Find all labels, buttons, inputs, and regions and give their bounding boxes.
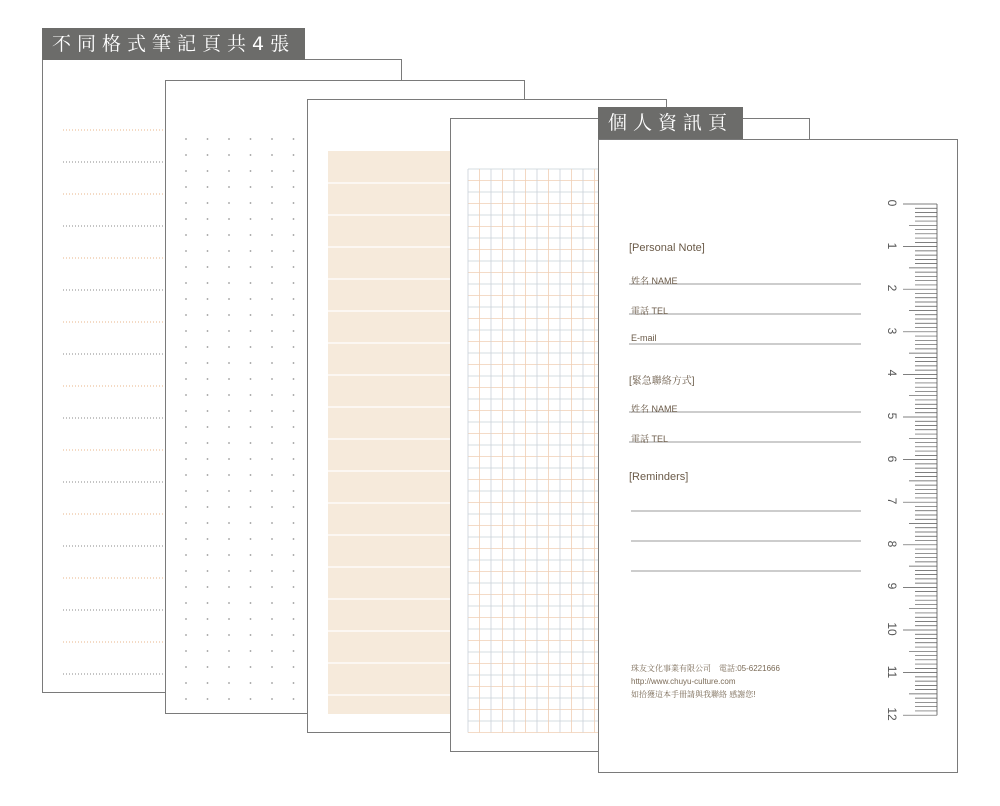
grid-dot — [228, 650, 230, 652]
grid-dot — [250, 218, 252, 220]
grid-dot — [271, 506, 273, 508]
grid-dot — [185, 314, 187, 316]
grid-dot — [250, 410, 252, 412]
company-line: 珠友文化事業有限公司 電話:05-6221666 — [631, 664, 780, 673]
grid-dot — [293, 458, 295, 460]
emergency-name-label: 姓名 NAME — [631, 404, 678, 414]
grid-dot — [271, 682, 273, 684]
ruler-number: 9 — [885, 583, 899, 590]
grid-dot — [207, 234, 209, 236]
grid-dot — [271, 314, 273, 316]
grid-dot — [250, 186, 252, 188]
grid-dot — [293, 474, 295, 476]
grid-dot — [207, 522, 209, 524]
grid-dot — [293, 490, 295, 492]
grid-dot — [250, 154, 252, 156]
grid-dot — [185, 378, 187, 380]
grid-dot — [207, 202, 209, 204]
grid-dot — [228, 186, 230, 188]
grid-dot — [228, 602, 230, 604]
grid-dot — [207, 298, 209, 300]
grid-dot — [228, 554, 230, 556]
grid-dot — [228, 170, 230, 172]
grid-dot — [185, 346, 187, 348]
grid-dot — [185, 570, 187, 572]
grid-dot — [207, 250, 209, 252]
grid-dot — [293, 202, 295, 204]
grid-dot — [250, 298, 252, 300]
grid-dot — [207, 442, 209, 444]
grid-dot — [185, 138, 187, 140]
grid-dot — [228, 458, 230, 460]
company-info — [631, 662, 780, 701]
ruler-number: 0 — [885, 199, 899, 207]
grid-dot — [185, 698, 187, 700]
grid-dot — [185, 474, 187, 476]
grid-dot — [271, 490, 273, 492]
grid-dot — [250, 522, 252, 524]
grid-dot — [185, 442, 187, 444]
ruler-number: 6 — [885, 455, 899, 462]
grid-dot — [250, 426, 252, 428]
grid-dot — [271, 234, 273, 236]
name-label: 姓名 NAME — [631, 276, 678, 286]
grid-dot — [228, 282, 230, 284]
grid-dot — [185, 282, 187, 284]
grid-dot — [207, 282, 209, 284]
grid-dot — [228, 506, 230, 508]
grid-dot — [228, 618, 230, 620]
grid-dot — [228, 362, 230, 364]
return-note-line: 如拾獲這本手冊請與我聯絡 感謝您! — [631, 690, 756, 699]
grid-dot — [207, 570, 209, 572]
grid-dot — [293, 442, 295, 444]
grid-dot — [228, 634, 230, 636]
grid-dot — [271, 442, 273, 444]
grid-dot — [293, 538, 295, 540]
grid-dot — [207, 362, 209, 364]
grid-dot — [250, 570, 252, 572]
grid-dot — [207, 346, 209, 348]
grid-dot — [250, 602, 252, 604]
grid-dot — [228, 298, 230, 300]
grid-dot — [271, 378, 273, 380]
grid-dot — [271, 458, 273, 460]
grid-dot — [185, 250, 187, 252]
grid-dot — [207, 682, 209, 684]
grid-dot — [228, 570, 230, 572]
grid-dot — [293, 250, 295, 252]
grid-dot — [207, 154, 209, 156]
grid-dot — [293, 266, 295, 268]
grid-dot — [271, 394, 273, 396]
grid-dot — [250, 202, 252, 204]
grid-dot — [207, 218, 209, 220]
grid-dot — [271, 570, 273, 572]
grid-dot — [271, 218, 273, 220]
grid-dot — [293, 586, 295, 588]
ruler-number: 12 — [885, 707, 899, 721]
grid-dot — [207, 506, 209, 508]
grid-dot — [250, 282, 252, 284]
grid-dot — [271, 666, 273, 668]
grid-dot — [185, 602, 187, 604]
grid-dot — [250, 234, 252, 236]
grid-dot — [271, 250, 273, 252]
grid-dot — [250, 378, 252, 380]
grid-dot — [185, 650, 187, 652]
grid-dot — [293, 618, 295, 620]
grid-dot — [293, 218, 295, 220]
ruler-number: 1 — [885, 242, 899, 249]
grid-dot — [293, 378, 295, 380]
grid-dot — [185, 682, 187, 684]
grid-dot — [271, 298, 273, 300]
grid-dot — [271, 634, 273, 636]
grid-dot — [271, 202, 273, 204]
grid-dot — [250, 346, 252, 348]
personal-note-heading: [Personal Note] — [629, 242, 705, 254]
grid-dot — [207, 538, 209, 540]
grid-dot — [185, 154, 187, 156]
grid-dot — [293, 522, 295, 524]
grid-dot — [293, 554, 295, 556]
grid-dot — [250, 698, 252, 700]
grid-dot — [185, 186, 187, 188]
grid-dot — [271, 522, 273, 524]
grid-dot — [185, 538, 187, 540]
grid-dot — [271, 266, 273, 268]
grid-dot — [250, 506, 252, 508]
grid-dot — [185, 522, 187, 524]
grid-dot — [293, 298, 295, 300]
grid-dot — [207, 378, 209, 380]
grid-dot — [250, 170, 252, 172]
grid-dot — [228, 234, 230, 236]
grid-dot — [207, 458, 209, 460]
grid-dot — [207, 314, 209, 316]
grid-dot — [293, 234, 295, 236]
grid-dot — [250, 490, 252, 492]
grid-dot — [228, 522, 230, 524]
grid-dot — [271, 426, 273, 428]
grid-dot — [185, 618, 187, 620]
grid-dot — [250, 330, 252, 332]
grid-dot — [207, 426, 209, 428]
grid-dot — [271, 474, 273, 476]
grid-dot — [250, 554, 252, 556]
grid-dot — [293, 346, 295, 348]
grid-dot — [185, 266, 187, 268]
grid-dot — [293, 570, 295, 572]
grid-dot — [228, 698, 230, 700]
grid-dot — [250, 474, 252, 476]
ruler-number: 8 — [885, 540, 899, 548]
grid-dot — [185, 586, 187, 588]
grid-dot — [228, 250, 230, 252]
ruler-number: 11 — [885, 665, 899, 678]
grid-dot — [228, 154, 230, 156]
grid-dot — [185, 410, 187, 412]
grid-dot — [293, 410, 295, 412]
grid-dot — [228, 346, 230, 348]
grid-dot — [207, 634, 209, 636]
grid-dot — [271, 618, 273, 620]
grid-dot — [250, 314, 252, 316]
emergency-tel-label: 電話 TEL — [631, 434, 669, 444]
grid-dot — [228, 266, 230, 268]
grid-dot — [185, 218, 187, 220]
grid-dot — [207, 586, 209, 588]
grid-dot — [228, 666, 230, 668]
grid-dot — [207, 330, 209, 332]
grid-dot — [185, 634, 187, 636]
grid-dot — [228, 218, 230, 220]
grid-dot — [228, 426, 230, 428]
grid-dot — [207, 186, 209, 188]
right-title-tag: 個人資訊頁 — [598, 107, 743, 139]
grid-dot — [293, 330, 295, 332]
grid-dot — [271, 650, 273, 652]
grid-dot — [185, 426, 187, 428]
grid-dot — [250, 362, 252, 364]
grid-dot — [271, 346, 273, 348]
grid-dot — [207, 266, 209, 268]
personal-info-page — [598, 139, 958, 773]
grid-dot — [293, 170, 295, 172]
grid-dot — [250, 634, 252, 636]
ruler-number: 2 — [885, 284, 899, 292]
grid-dot — [293, 282, 295, 284]
grid-dot — [228, 442, 230, 444]
tel-label: 電話 TEL — [631, 306, 669, 316]
grid-dot — [185, 362, 187, 364]
grid-dot — [207, 650, 209, 652]
grid-dot — [271, 410, 273, 412]
grid-dot — [293, 650, 295, 652]
grid-dot — [228, 410, 230, 412]
grid-dot — [293, 682, 295, 684]
grid-dot — [185, 506, 187, 508]
grid-dot — [207, 666, 209, 668]
grid-dot — [271, 170, 273, 172]
emergency-contact-heading: [緊急聯絡方式] — [629, 376, 695, 387]
grid-dot — [228, 490, 230, 492]
grid-dot — [250, 586, 252, 588]
ruler-number: 3 — [885, 327, 899, 335]
grid-dot — [293, 506, 295, 508]
grid-dot — [293, 138, 295, 140]
grid-dot — [271, 330, 273, 332]
grid-dot — [293, 698, 295, 700]
grid-dot — [250, 666, 252, 668]
grid-dot — [185, 234, 187, 236]
grid-dot — [250, 250, 252, 252]
grid-dot — [207, 554, 209, 556]
grid-dot — [271, 362, 273, 364]
grid-dot — [228, 314, 230, 316]
grid-dot — [250, 266, 252, 268]
grid-dot — [293, 362, 295, 364]
grid-dot — [228, 394, 230, 396]
grid-dot — [293, 154, 295, 156]
grid-dot — [185, 330, 187, 332]
grid-dot — [271, 154, 273, 156]
grid-dot — [228, 330, 230, 332]
grid-dot — [185, 458, 187, 460]
grid-dot — [207, 490, 209, 492]
grid-dot — [250, 682, 252, 684]
grid-dot — [228, 474, 230, 476]
grid-dot — [185, 394, 187, 396]
grid-dot — [271, 186, 273, 188]
grid-dot — [271, 602, 273, 604]
grid-dot — [250, 138, 252, 140]
grid-dot — [271, 282, 273, 284]
grid-dot — [250, 618, 252, 620]
grid-dot — [228, 682, 230, 684]
grid-dot — [228, 378, 230, 380]
grid-dot — [271, 698, 273, 700]
grid-dot — [250, 650, 252, 652]
grid-dot — [271, 586, 273, 588]
grid-dot — [250, 458, 252, 460]
ruler-number: 4 — [885, 370, 899, 377]
grid-dot — [228, 138, 230, 140]
grid-dot — [293, 394, 295, 396]
grid-dot — [228, 538, 230, 540]
grid-dot — [293, 314, 295, 316]
grid-dot — [293, 602, 295, 604]
grid-dot — [271, 554, 273, 556]
email-label: E-mail — [631, 333, 657, 343]
grid-dot — [185, 490, 187, 492]
grid-dot — [271, 138, 273, 140]
grid-dot — [207, 618, 209, 620]
ruler-number: 5 — [885, 412, 899, 420]
grid-dot — [207, 698, 209, 700]
grid-dot — [185, 666, 187, 668]
grid-dot — [207, 410, 209, 412]
grid-dot — [293, 634, 295, 636]
grid-dot — [271, 538, 273, 540]
grid-dot — [185, 202, 187, 204]
grid-dot — [207, 170, 209, 172]
grid-dot — [293, 426, 295, 428]
grid-dot — [250, 394, 252, 396]
left-title-tag: 不同格式筆記頁共4張 — [42, 28, 305, 60]
website-line: http://www.chuyu-culture.com — [631, 677, 736, 686]
grid-dot — [185, 554, 187, 556]
grid-dot — [207, 138, 209, 140]
grid-dot — [185, 170, 187, 172]
grid-dot — [207, 602, 209, 604]
grid-dot — [293, 666, 295, 668]
grid-dot — [293, 186, 295, 188]
ruler-number: 10 — [885, 622, 899, 636]
grid-dot — [250, 442, 252, 444]
grid-dot — [185, 298, 187, 300]
grid-dot — [250, 538, 252, 540]
reminders-heading: [Reminders] — [629, 471, 689, 483]
grid-dot — [207, 474, 209, 476]
grid-dot — [207, 394, 209, 396]
grid-dot — [228, 202, 230, 204]
grid-dot — [228, 586, 230, 588]
ruler-number: 7 — [885, 497, 899, 505]
